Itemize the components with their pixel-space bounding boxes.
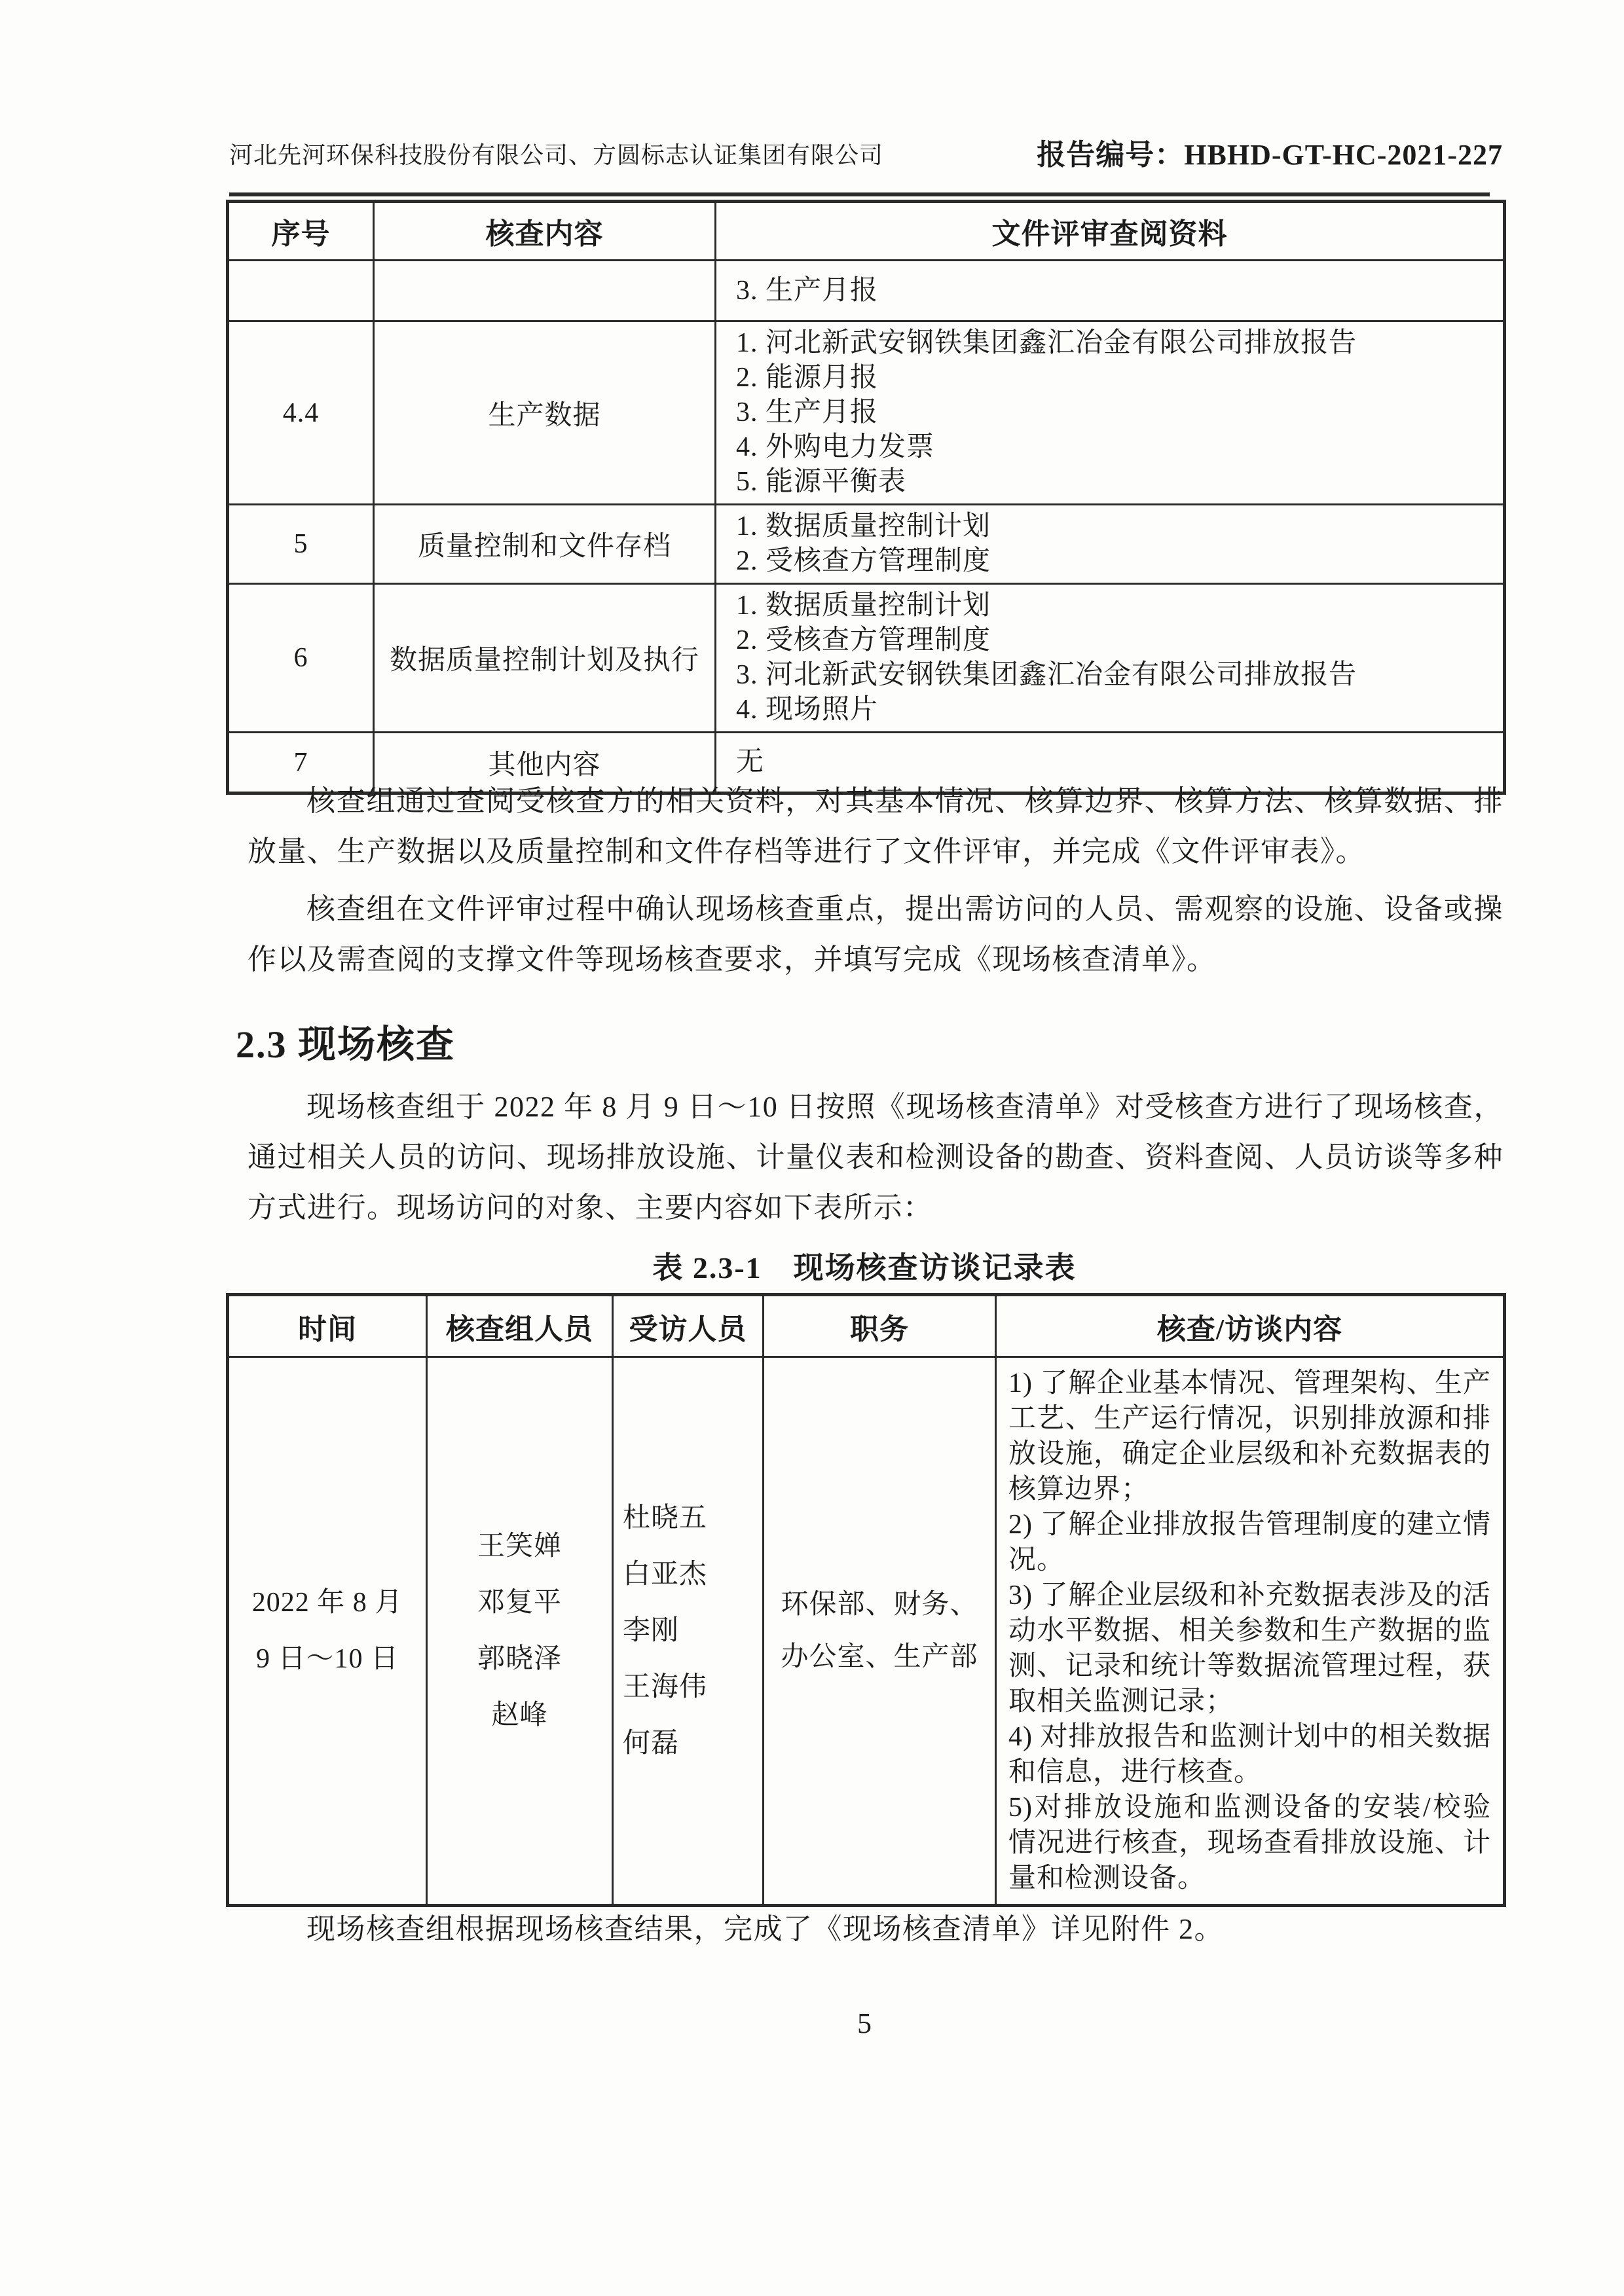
material-item: 3. 河北新武安钢铁集团鑫汇冶金有限公司排放报告 — [736, 660, 1357, 690]
table-row — [228, 505, 1505, 584]
row-no: 4.4 — [228, 321, 374, 505]
column-header-materials: 文件评审查阅资料 — [716, 202, 1505, 261]
company-name: 河北先河环保科技股份有限公司、方圆标志认证集团有限公司 — [229, 142, 884, 168]
row-content — [374, 261, 716, 321]
cell-departments: 环保部、财务、办公室、生产部 — [764, 1357, 996, 1906]
material-item: 2. 受核查方管理制度 — [736, 625, 991, 655]
section-heading: 2.3 现场核查 — [236, 1023, 456, 1066]
interviewee-name: 杜晓五 — [623, 1503, 708, 1533]
table-caption: 表 2.3-1 现场核查访谈记录表 — [652, 1251, 1077, 1285]
interview-item: 5)对排放设施和监测设备的安装/校验情况进行核查，现场查看排放设施、计量和检测设备。 — [1008, 1793, 1491, 1893]
interview-item: 3) 了解企业层级和补充数据表涉及的活动水平数据、相关参数和生产数据的监测、记录和统计等数据流管理过程，获取相关监测记录； — [1008, 1580, 1491, 1717]
cell-time — [228, 1357, 427, 1906]
material-item: 4. 现场照片 — [736, 695, 879, 725]
material-item: 3. 生产月报 — [736, 275, 879, 306]
material-item: 5. 能源平衡表 — [736, 467, 907, 497]
row-materials — [716, 261, 1505, 321]
closing-paragraph: 现场核查组根据现场核查结果，完成了《现场核查清单》详见附件 2。 — [306, 1913, 1224, 1945]
interview-item: 1) 了解企业基本情况、管理架构、生产工艺、生产运行情况，识别排放源和排放设施，确定企业层级和补充数据表的核算边界； — [1008, 1368, 1491, 1504]
material-item: 1. 数据质量控制计划 — [736, 511, 991, 541]
row-no — [228, 261, 374, 321]
material-item: 1. 河北新武安钢铁集团鑫汇冶金有限公司排放报告 — [736, 328, 1357, 358]
time-line: 2022 年 8 月 — [251, 1588, 403, 1618]
row-content: 质量控制和文件存档 — [374, 505, 716, 584]
report-number: 报告编号：HBHD-GT-HC-2021-227 — [1037, 139, 1503, 171]
row-content: 其他内容 — [374, 733, 716, 793]
material-item: 无 — [736, 747, 765, 777]
material-item: 4. 外购电力发票 — [736, 432, 935, 462]
site-visit-interview-table — [226, 1293, 1506, 1907]
table-row — [228, 1357, 1505, 1906]
row-no: 5 — [228, 505, 374, 584]
row-no: 7 — [228, 733, 374, 793]
row-content: 生产数据 — [374, 321, 716, 505]
column-header-interview-content: 核查/访谈内容 — [996, 1295, 1505, 1357]
table-header-row — [228, 1295, 1505, 1357]
cell-verifiers — [427, 1357, 613, 1906]
table-row — [228, 321, 1505, 505]
row-materials — [716, 584, 1505, 733]
column-header-position: 职务 — [764, 1295, 996, 1357]
column-header-no: 序号 — [228, 202, 374, 261]
material-item: 2. 受核查方管理制度 — [736, 546, 991, 576]
document-review-table — [226, 200, 1506, 795]
material-item: 1. 数据质量控制计划 — [736, 591, 991, 621]
column-header-time: 时间 — [228, 1295, 427, 1357]
interview-item: 2) 了解企业排放报告管理制度的建立情况。 — [1008, 1510, 1491, 1575]
paragraph-review-process: 核查组在文件评审过程中确认现场核查重点，提出需访问的人员、需观察的设施、设备或操作以及需查阅的支撑文件等现场核查要求，并填写完成《现场核查清单》。 — [248, 893, 1504, 975]
material-item: 2. 能源月报 — [736, 363, 879, 393]
material-item: 3. 生产月报 — [736, 397, 879, 428]
row-materials — [716, 321, 1505, 505]
verifier-name: 赵峰 — [491, 1700, 548, 1730]
paragraph-site-visit: 现场核查组于 2022 年 8 月 9 日～10 日按照《现场核查清单》对受核查方进行了现场核查，通过相关人员的访问、现场排放设施、计量仪表和检测设备的勘查、资料查阅、人员访谈等多种方式进行。现场访问的对象、主要内容如下表所示： — [248, 1091, 1504, 1224]
interviewee-name: 何磊 — [623, 1728, 680, 1758]
table-row — [228, 584, 1505, 733]
verifier-name: 邓复平 — [477, 1588, 562, 1618]
cell-interviewees — [613, 1357, 764, 1906]
cell-interview-content — [996, 1357, 1505, 1906]
interview-item: 4) 对排放报告和监测计划中的相关数据和信息，进行核查。 — [1008, 1722, 1491, 1787]
interviewee-name: 白亚杰 — [623, 1559, 708, 1590]
verifier-name: 郭晓泽 — [477, 1644, 562, 1674]
row-content: 数据质量控制计划及执行 — [374, 584, 716, 733]
header-rule — [229, 192, 1490, 196]
table-header-row — [228, 202, 1505, 261]
page-number: 5 — [857, 2007, 872, 2039]
row-materials — [716, 505, 1505, 584]
verifier-name: 王笑婵 — [477, 1531, 562, 1561]
column-header-verifiers: 核查组人员 — [427, 1295, 613, 1357]
paragraph-document-review: 核查组通过查阅受核查方的相关资料，对其基本情况、核算边界、核算方法、核算数据、排放量、生产数据以及质量控制和文件存档等进行了文件评审，并完成《文件评审表》。 — [248, 785, 1504, 867]
table-row — [228, 261, 1505, 321]
column-header-interviewees: 受访人员 — [613, 1295, 764, 1357]
row-no: 6 — [228, 584, 374, 733]
page-header — [229, 131, 1503, 173]
interviewee-name: 李刚 — [623, 1616, 680, 1646]
interviewee-name: 王海伟 — [623, 1672, 708, 1702]
column-header-content: 核查内容 — [374, 202, 716, 261]
time-line: 9 日～10 日 — [255, 1644, 399, 1674]
